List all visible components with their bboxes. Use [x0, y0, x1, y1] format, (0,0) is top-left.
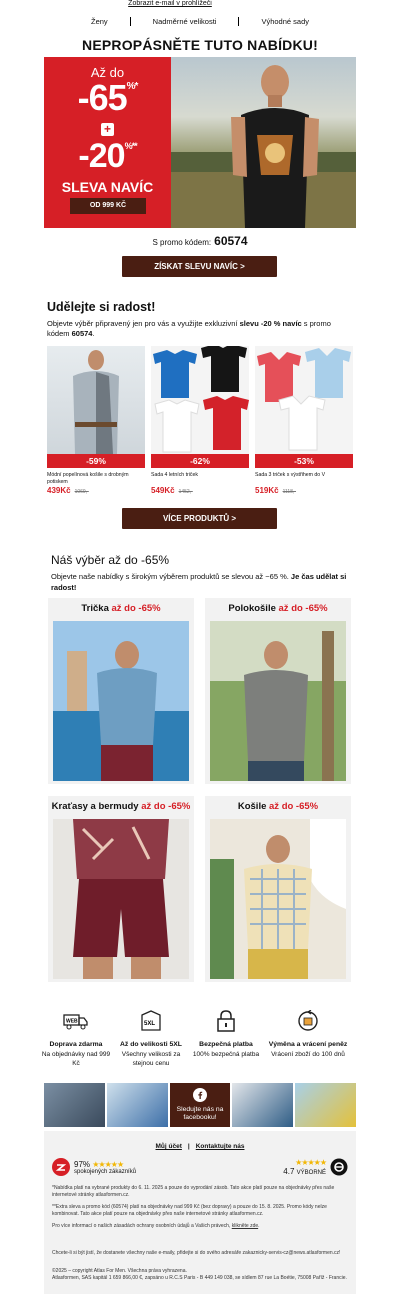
legal-note-3-text: Pro více informací o našich zásadách ochrany osobních údajů a Vašich právech,	[52, 1223, 232, 1229]
facebook-icon	[193, 1088, 207, 1102]
stars-icon: ★★★★★	[295, 1158, 326, 1167]
view-in-browser-link[interactable]: Zobrazit e-mail v prohlížeči	[128, 0, 212, 7]
stars-icon: ★★★★★	[92, 1159, 124, 1169]
hero-upto: Až do	[90, 65, 125, 80]
section1-text-end: .	[92, 329, 95, 338]
hero-discount-20	[44, 137, 171, 176]
strip-photo[interactable]	[44, 1083, 105, 1127]
hero-offer-panel	[44, 57, 171, 228]
review-score: 4.7	[283, 1167, 295, 1176]
product-old-price: 1452,-	[178, 489, 193, 495]
company-info: Atlasformen, SAS kapitál 1 659 866,00 €, zapsáno u R.C.S Paris - B 449 149 038, se sídlem 87 rue La Boétie, 75008 Paříž - Francie.	[52, 1275, 347, 1281]
category-card-shorts[interactable]	[48, 796, 194, 982]
footer-links	[44, 1143, 356, 1150]
footer-link-separator: |	[187, 1143, 190, 1150]
category-card-polos[interactable]	[205, 598, 351, 784]
product-old-price: 1118,-	[282, 489, 297, 495]
category-deal: až do -65%	[111, 603, 161, 614]
legal-note-3-end: .	[258, 1223, 260, 1229]
hero-extra-label: SLEVA NAVÍC	[61, 179, 154, 195]
category-name: Trička	[81, 603, 109, 614]
category-deal: až do -65%	[269, 801, 319, 812]
product-name[interactable]: Sada 3 triček s výstřihem do V	[255, 472, 326, 478]
strip-photo[interactable]	[107, 1083, 168, 1127]
product-discount: -62%	[151, 454, 249, 468]
section2-text	[51, 571, 356, 593]
hero-pct1-sup: %*	[126, 81, 138, 92]
promo-label: S promo kódem:	[152, 238, 212, 247]
satisfaction-pct: 97%	[74, 1159, 91, 1169]
product-tshirts-illustration	[151, 346, 249, 454]
advantage-title: Až do velikosti 5XL	[120, 1041, 182, 1048]
category-title[interactable]	[48, 801, 194, 815]
product-shirt-illustration	[47, 346, 145, 454]
section1-text	[47, 319, 347, 339]
advantage-secure-payment	[191, 1010, 261, 1060]
shorts-model-illustration	[53, 819, 189, 979]
category-deal: až do -65%	[141, 801, 191, 812]
category-card-tshirts[interactable]	[48, 598, 194, 784]
hero-min-order-badge: OD 999 KČ	[70, 198, 146, 214]
section2-text-bold: Je čas udělat si radost!	[51, 572, 347, 592]
product-price	[47, 486, 145, 495]
advantage-text: Vrácení zboží do 100 dnů	[271, 1051, 345, 1058]
hero-pct2: -20	[78, 137, 125, 175]
get-extra-discount-button[interactable]: ZÍSKAT SLEVU NAVÍC >	[122, 256, 277, 277]
review-label: VÝBORNÉ	[296, 1170, 326, 1176]
section1-text-mid: s promo kódem	[47, 319, 331, 338]
product-price	[151, 486, 249, 495]
social-photo-strip	[44, 1083, 356, 1127]
section1-text-pre: Objevte výběr připravený jen pro vás a využijte exkluzivní	[47, 319, 240, 328]
product-vneck-illustration	[255, 346, 353, 454]
category-image[interactable]	[210, 819, 346, 979]
strip-photo[interactable]	[232, 1083, 293, 1127]
delivery-badge: WEB	[66, 1018, 78, 1025]
hero-pct1: -65	[77, 77, 127, 118]
product-discount: -59%	[47, 454, 145, 468]
advantage-title: Bezpečná platba	[199, 1041, 253, 1048]
more-products-button[interactable]: VÍCE PRODUKTŮ >	[122, 508, 277, 529]
tshirt-model-illustration	[53, 621, 189, 781]
section1-text-bold: slevu -20 % navíc	[239, 319, 302, 328]
promo-code: 60574	[214, 234, 248, 248]
top-nav	[0, 17, 400, 26]
product-discount: -53%	[255, 454, 353, 468]
hero-model-illustration	[171, 57, 356, 228]
satisfaction-badge-icon	[52, 1158, 70, 1176]
copyright: ©2025 – copyright Atlas For Men. Všechna práva vyhrazena.	[52, 1268, 187, 1274]
category-name: Kraťasy a bermudy	[51, 801, 139, 812]
advantage-returns	[266, 1010, 350, 1060]
promo-code-line	[0, 234, 400, 248]
product-price-value: 439Kč	[47, 486, 71, 495]
nav-item-women[interactable]: Ženy	[90, 17, 108, 26]
product-card[interactable]	[47, 346, 145, 495]
hero-discount-65	[44, 77, 171, 119]
product-name[interactable]: Módní popelínová košile s drobným potiskem	[47, 472, 129, 485]
return-box-icon	[266, 1010, 350, 1032]
padlock-icon	[191, 1010, 261, 1032]
product-image[interactable]	[47, 346, 145, 454]
nav-item-plus-sizes[interactable]: Nadměrné velikosti	[130, 17, 239, 26]
strip-photo[interactable]	[295, 1083, 356, 1127]
facebook-follow-text: Sledujte nás na facebooku!	[176, 1106, 224, 1121]
polo-model-illustration	[210, 621, 346, 781]
size-tag-icon	[116, 1010, 186, 1032]
my-account-link[interactable]: Můj účet	[155, 1143, 182, 1150]
size-badge: 5XL	[144, 1021, 156, 1027]
category-deal: až do -65%	[278, 603, 328, 614]
advantage-free-delivery	[41, 1010, 111, 1068]
product-old-price: 1069,-	[74, 489, 89, 495]
product-price-value: 549Kč	[151, 486, 175, 495]
advantage-title: Doprava zdarma	[49, 1041, 103, 1048]
footer	[44, 1131, 356, 1294]
advantage-text: Všechny velikosti za stejnou cenu	[121, 1051, 181, 1067]
advantage-title: Výměna a vrácení peněz	[268, 1041, 348, 1048]
plus-icon: +	[101, 123, 114, 136]
shirt-model-illustration	[210, 819, 346, 979]
product-card[interactable]	[151, 346, 249, 495]
satisfaction-label: spokojených zákazníků	[74, 1168, 137, 1175]
facebook-follow-tile[interactable]	[170, 1083, 231, 1127]
category-title[interactable]	[205, 603, 351, 617]
category-name: Polokošile	[228, 603, 276, 614]
product-card[interactable]	[255, 346, 353, 495]
category-image[interactable]	[210, 621, 346, 781]
category-card-shirts[interactable]	[205, 796, 351, 982]
category-name: Košile	[237, 801, 267, 812]
category-title[interactable]	[205, 801, 351, 815]
unsubscribe-note: Chcete-li si být jistí, že dostanete všechny naše e-maily, přidejte si do svého adresáře zakaznicky-servis-cz@news.atlasformen.cz!	[52, 1250, 341, 1256]
category-title[interactable]	[48, 603, 194, 617]
section1-title: Udělejte si radost!	[47, 300, 156, 314]
section1-text-code: 60574	[71, 329, 93, 338]
product-image[interactable]	[255, 346, 353, 454]
customer-satisfaction-rating[interactable]	[52, 1157, 136, 1177]
legal-note-2: **Extra sleva a promo kód (60574) platí na objednávky nad 999 Kč (bez dopravy) a pouze do 15. 8. 2025. Promo kódy nelze kombinovat. Tato akce platí pouze na objednávky přes naše internetové stránky atlasformen.cz.	[52, 1204, 327, 1217]
review-platform-icon	[330, 1158, 348, 1176]
advantage-text: Na objednávky nad 999 Kč	[41, 1051, 111, 1067]
category-image[interactable]	[53, 621, 189, 781]
delivery-truck-icon	[41, 1010, 111, 1032]
nav-item-value-sets[interactable]: Výhodné sady	[238, 17, 331, 26]
headline: NEPROPÁSNĚTE TUTO NABÍDKU!	[82, 37, 318, 53]
hero-banner[interactable]	[44, 57, 356, 228]
hero-photo	[171, 57, 356, 228]
product-name[interactable]: Sada 4 letních triček	[151, 472, 199, 478]
privacy-link[interactable]: klikněte zde	[231, 1223, 259, 1229]
product-price	[255, 486, 353, 495]
contact-us-link[interactable]: Kontaktujte nás	[195, 1143, 245, 1150]
section2-text-main: Objevte naše nabídky s širokým výběrem produktů se slevou až −65 %.	[51, 572, 291, 581]
legal-note-3	[52, 1223, 348, 1230]
product-price-value: 519Kč	[255, 486, 279, 495]
category-image[interactable]	[53, 819, 189, 979]
advantage-text: 100% bezpečná platba	[192, 1051, 260, 1058]
product-image[interactable]	[151, 346, 249, 454]
advantage-sizes	[116, 1010, 186, 1068]
hero-pct2-sup: %**	[124, 141, 137, 151]
legal-note-1: *Nabídka platí na vybrané produkty do 6. 11. 2025 a pouze do vyprodání zásob. Tato akce platí pouze na objednávky přes naše internetové stránky atlasformen.cz.	[52, 1185, 335, 1198]
section2-title: Náš výběr až do -65%	[51, 553, 170, 567]
review-score-rating[interactable]	[283, 1157, 348, 1177]
